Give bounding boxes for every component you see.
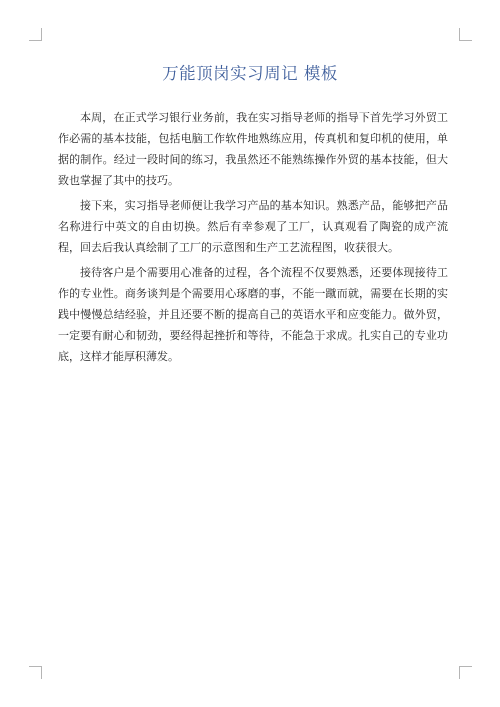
crop-mark-bottom-left <box>29 666 42 679</box>
crop-mark-top-left <box>29 28 42 41</box>
document-body <box>58 107 448 371</box>
document-title: 万能顶岗实习周记 模板 <box>162 64 338 83</box>
crop-mark-top-right <box>459 28 472 41</box>
paragraph-3: 接待客户是个需要用心准备的过程，各个流程不仅要熟悉，还要体现接待工作的专业性。商务谈判是个需要用心琢磨的事，不能一蹴而就，需要在长期的实践中慢慢总结经验，并且还要不断的提高自己的英语水平和应变能力。做外贸，一定要有耐心和韧劲，要经得起挫折和等待，不能急于求成。扎实自己的专业功底，这样才能厚积薄发。 <box>58 266 448 363</box>
paragraph-2: 接下来，实习指导老师便让我学习产品的基本知识。熟悉产品，能够把产品名称进行中英文的自由切换。然后有幸参观了工厂，认真观看了陶瓷的成产流程，回去后我认真绘制了工厂的示意图和生产工艺流程图，收获很大。 <box>58 199 448 254</box>
paragraph-1: 本周，在正式学习银行业务前，我在实习指导老师的指导下首先学习外贸工作必需的基本技能，包括电脑工作软件地熟练应用，传真机和复印机的使用，单据的制作。经过一段时间的练习，我虽然还不能熟练操作外贸的基本技能，但大致也掌握了其中的技巧。 <box>58 111 448 187</box>
crop-mark-bottom-right <box>459 666 472 679</box>
